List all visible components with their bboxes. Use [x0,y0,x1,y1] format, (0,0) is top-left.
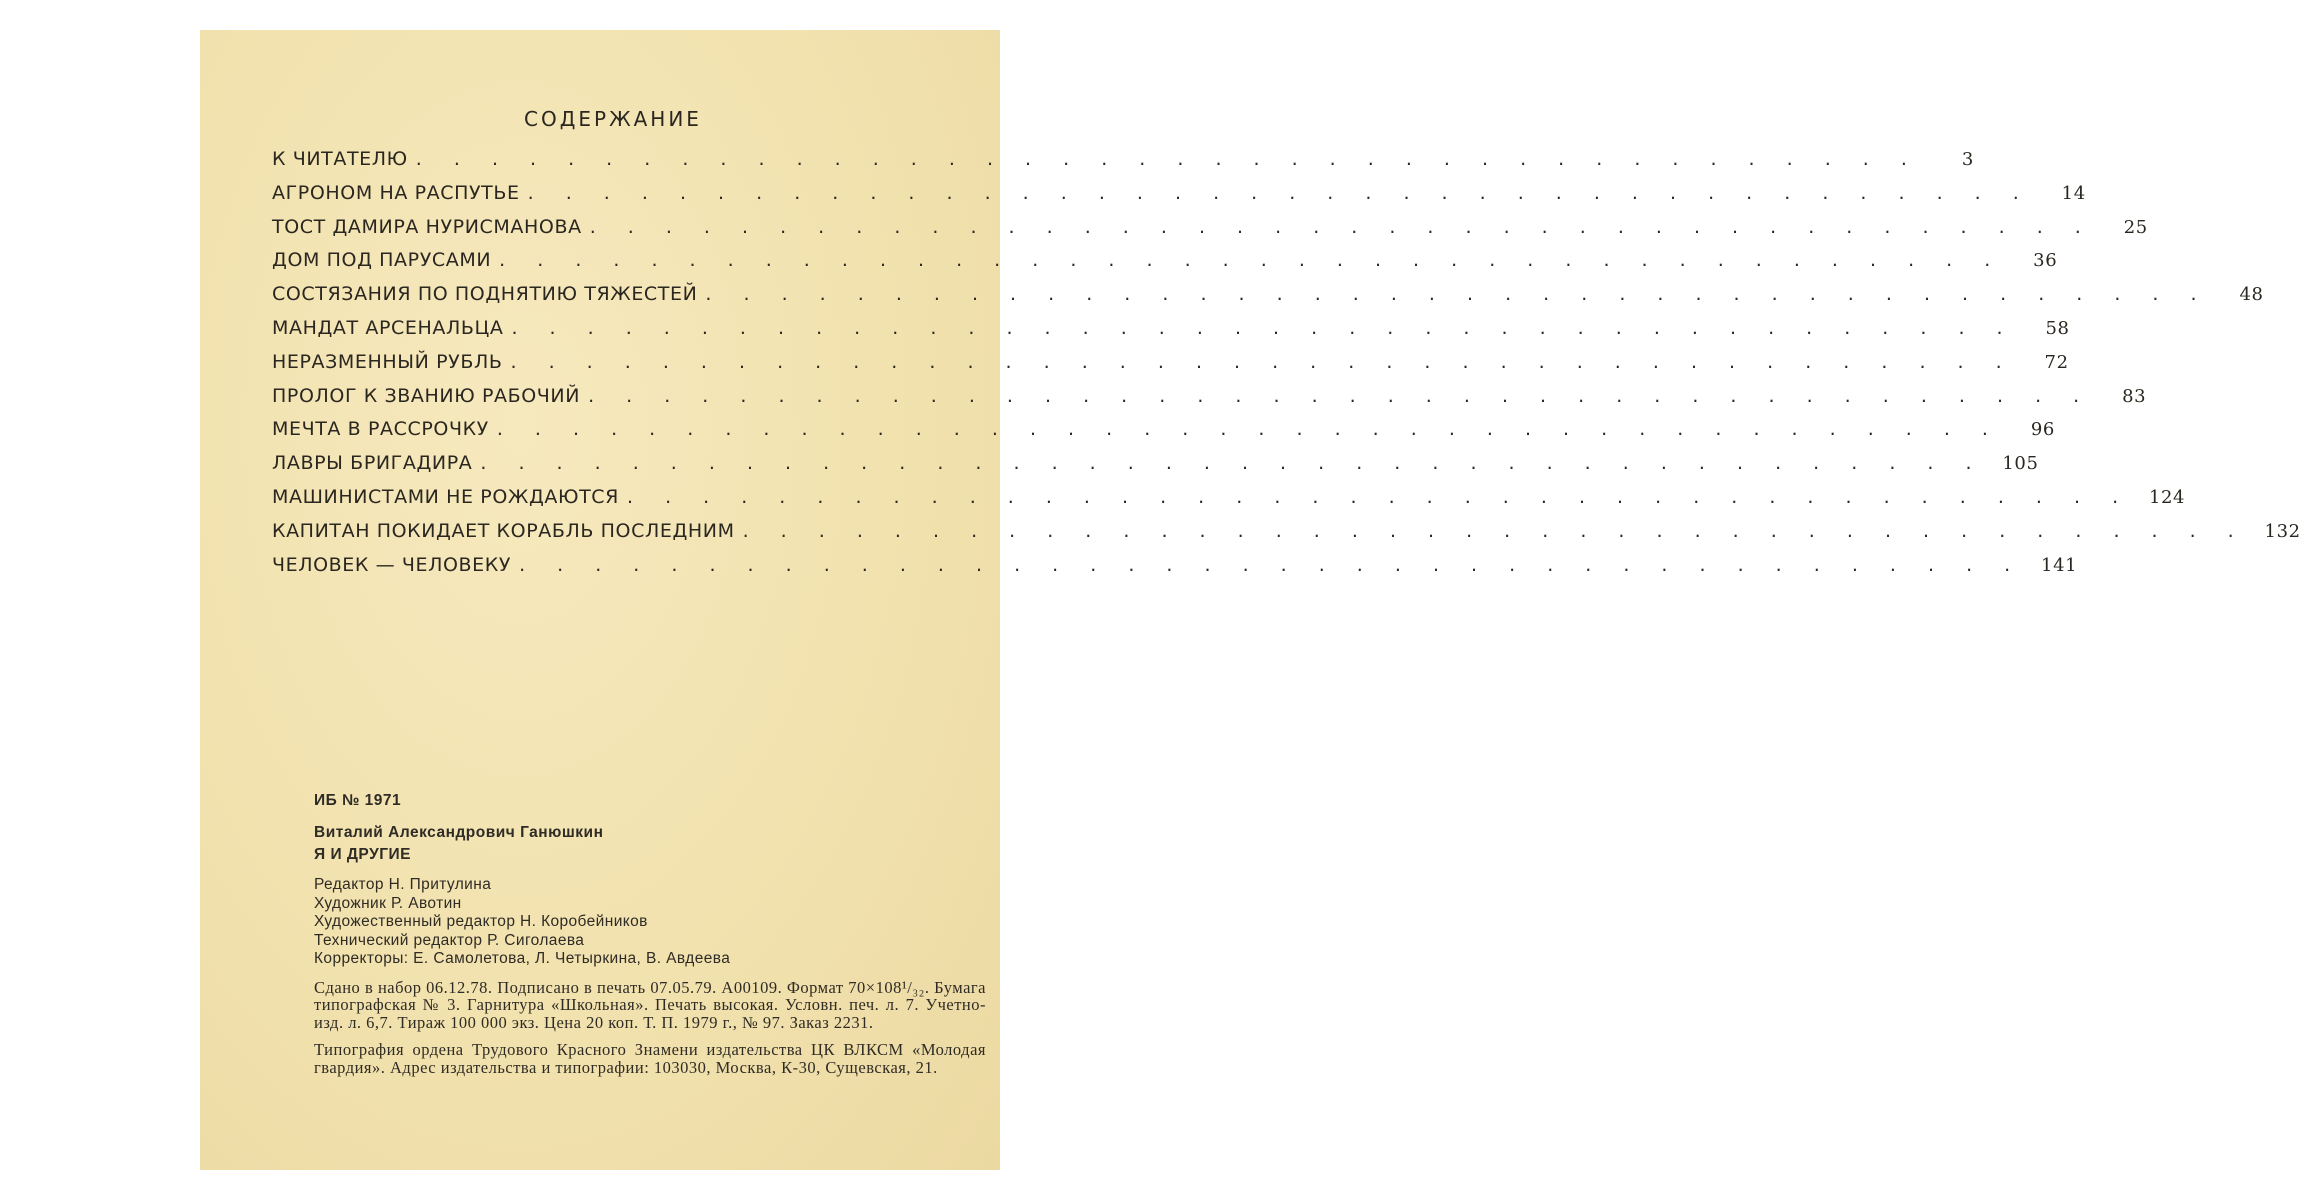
toc-entry-page: 72 [2044,351,2069,373]
toc-entry-title: К ЧИТАТЕЛЮ [272,148,408,170]
table-of-contents [272,148,2301,587]
toc-entry-title: ПРОЛОГ К ЗВАНИЮ РАБОЧИЙ [272,384,581,407]
publication-details: Сдано в набор 06.12.78. Подписано в печать 07.05.79. А00109. Формат 70×108¹/₃₂. Бумага типографская № 3. Гарнитура «Школьная». Печать высокая. Условн. печ. л. 7. Учетно-изд. л. 6,7. Тираж 100 000 экз. Цена 20 коп. Т. П. 1979 г., № 97. Заказ 2231. [314,977,986,1032]
book-page [200,30,2301,1170]
toc-entry-title: ДОМ ПОД ПАРУСАМИ [272,249,492,272]
credit-line: Редактор Н. Притулина [314,876,492,893]
toc-entry [272,485,2186,520]
toc-dot-leader: . . . . . . . . . . . . . . . . . . . . . . . . . . . . . . . . . . . . . . . . [626,485,2132,508]
toc-dot-leader: . . . . . . . . . . . . . . . . . . . . . . . . . . . . . . . . . . . . . . . . [496,418,2001,441]
toc-entry-title: АГРОНОМ НА РАСПУТЬЕ [272,181,520,204]
toc-entry-page: 83 [2122,385,2147,407]
toc-dot-leader: . . . . . . . . . . . . . . . . . . . . . . . . . . . . . . . . . . . . . . . . [519,553,2024,576]
toc-entry [272,350,2069,385]
printer-info: Типография ордена Трудового Красного Знамени издательства ЦК ВЛКСМ «Молодая гвардия». Адрес издательства и типографии: 103030, Москва, К-30, Сущевская, 21. [314,1040,986,1077]
toc-entry [272,418,2055,452]
toc-dot-leader: . . . . . . . . . . . . . . . . . . . . . . . . . . . . . . . . . . . . . . . . [415,148,1920,170]
toc-entry-title: КАПИТАН ПОКИДАЕТ КОРАБЛЬ ПОСЛЕДНИМ [272,519,735,542]
toc-entry [272,519,2301,554]
toc-dot-leader: . . . . . . . . . . . . . . . . . . . . . . . . . . . . . . . . . . . . . . . . [705,283,2210,306]
toc-entry-page: 3 [1961,149,1974,170]
toc-heading: СОДЕРЖАНИЕ [524,107,702,131]
toc-dot-leader: . . . . . . . . . . . . . . . . . . . . . . . . . . . . . . . . . . . . . . . . [511,316,2016,339]
credits-list [314,876,986,969]
toc-dot-leader: . . . . . . . . . . . . . . . . . . . . . . . . . . . . . . . . . . . . . . . . [510,350,2015,373]
toc-dot-leader: . . . . . . . . . . . . . . . . . . . . . . . . . . . . . . . . . . . . . . . . [589,215,2094,238]
toc-entry [272,249,2058,283]
toc-entry [272,181,2086,216]
toc-dot-leader: . . . . . . . . . . . . . . . . . . . . . . . . . . . . . . . . . . . . . . . . [588,384,2093,407]
toc-dot-leader: . . . . . . . . . . . . . . . . . . . . . . . . . . . . . . . . . . . . . . . . [527,181,2032,204]
toc-entry [272,452,2039,486]
book-title: Я И ДРУГИЕ [314,846,411,863]
toc-entry-page: 96 [2030,419,2055,441]
toc-entry-title: ТОСТ ДАМИРА НУРИСМАНОВА [272,215,582,238]
author-name: Виталий Александрович Ганюшкин [314,824,604,841]
toc-entry-page: 25 [2123,216,2148,238]
toc-entry-page: 105 [2002,453,2039,475]
toc-entry-page: 124 [2148,486,2186,508]
toc-entry-page: 14 [2061,182,2086,204]
toc-dot-leader: . . . . . . . . . . . . . . . . . . . . . . . . . . . . . . . . . . . . . . . . [499,249,2004,272]
credit-line: Корректоры: Е. Самолетова, Л. Четыркина, В. Авдеева [314,950,731,967]
toc-entry [272,316,2070,351]
toc-entry-page: 36 [2033,250,2058,272]
credit-line: Художественный редактор Н. Коробейников [314,913,648,930]
credit-line: Технический редактор Р. Сиголаева [314,931,585,949]
toc-entry-page: 141 [2041,554,2078,576]
toc-entry [272,215,2148,250]
toc-entry-title: ЧЕЛОВЕК — ЧЕЛОВЕКУ [272,553,512,576]
toc-entry [272,553,2078,588]
toc-entry-page: 48 [2239,284,2264,306]
toc-entry-title: СОСТЯЗАНИЯ ПО ПОДНЯТИЮ ТЯЖЕСТЕЙ [272,283,698,306]
toc-entry [272,384,2147,419]
toc-dot-leader: . . . . . . . . . . . . . . . . . . . . . . . . . . . . . . . . . . . . . . . . [480,452,1985,475]
toc-entry-title: МАНДАТ АРСЕНАЛЬЦА [272,316,504,339]
toc-entry-title: ЛАВРЫ БРИГАДИРА [272,452,473,475]
toc-dot-leader: . . . . . . . . . . . . . . . . . . . . . . . . . . . . . . . . . . . . . . . . [742,519,2247,542]
toc-entry-page: 132 [2264,520,2301,542]
credit-line: Художник Р. Авотин [314,894,462,912]
toc-entry-page: 58 [2045,317,2070,339]
imprint-block [314,790,986,1076]
ib-number: ИБ № 1971 [314,792,402,809]
toc-entry-title: НЕРАЗМЕННЫЙ РУБЛЬ [272,350,503,373]
toc-entry-title: МЕЧТА В РАССРОЧКУ [272,418,489,441]
toc-entry-title: МАШИНИСТАМИ НЕ РОЖДАЮТСЯ [272,485,619,508]
toc-entry [272,148,1974,182]
toc-entry [272,283,2264,317]
